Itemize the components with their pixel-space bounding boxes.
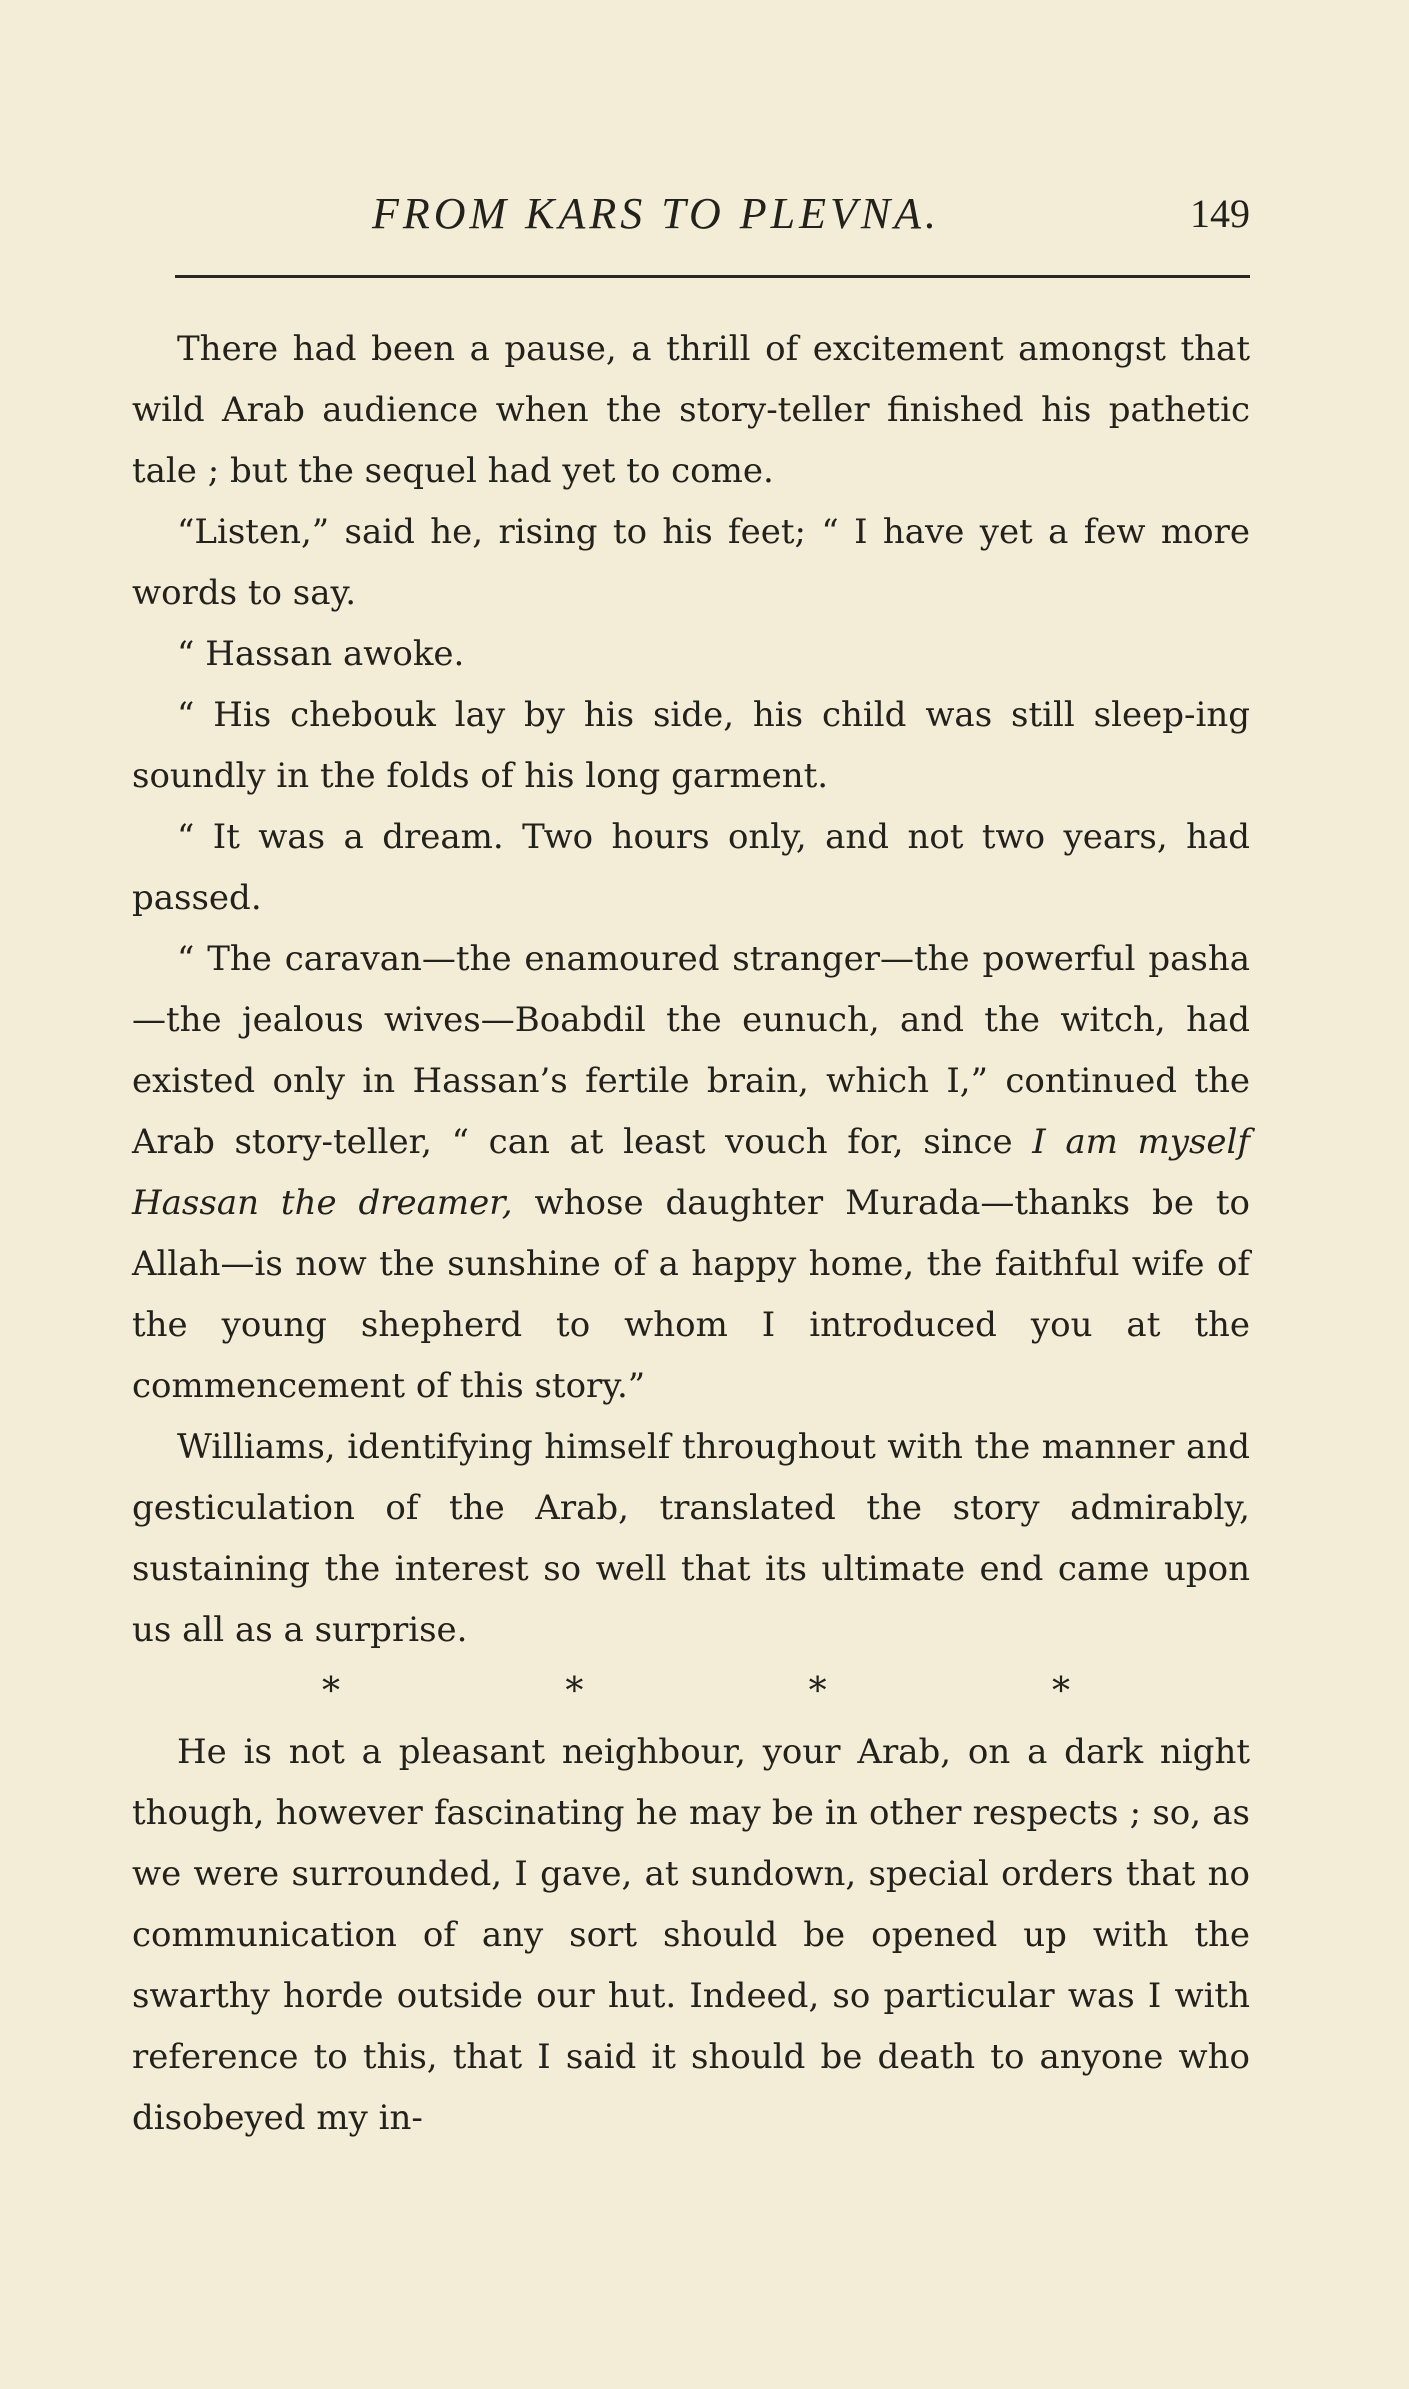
caravan-italic-text: I am myself Hassan the dreamer, — [132, 1122, 1250, 1223]
header-rule — [175, 275, 1250, 278]
paragraph-chebouk: “ His chebouk lay by his side, his child was still sleep-ing soundly in the folds of his long garment. — [132, 695, 1250, 796]
asterisk: * — [1051, 1671, 1070, 1712]
caravan-text-after: whose daughter Murada—thanks be to Allah—is now the sunshine of a happy home, the faithful wife of the young shepherd to whom I introduced you at the commencement of this story.” — [132, 1183, 1250, 1406]
body-text — [132, 319, 1250, 2149]
running-title: FROM KARS TO PLEVNA. — [372, 189, 941, 238]
paragraph-hassan-awoke: “ Hassan awoke. — [177, 634, 465, 674]
asterisk: * — [565, 1671, 584, 1712]
paragraph-dream: “ It was a dream. Two hours only, and not two years, had passed. — [132, 817, 1250, 918]
paragraph-neighbour: He is not a pleasant neighbour, your Arab, on a dark night though, however fascinating he may be in other respects ; so, as we were surrounded, I gave, at sundown, special orders that no communication of any sort should be opened up with the swarthy horde outside our hut. Indeed, so particular was I with reference to this, that I said it should be death to anyone who disobeyed my in- — [132, 1732, 1250, 2138]
paragraph-listen: “Listen,” said he, rising to his feet; “ I have yet a few more words to say. — [132, 512, 1250, 613]
paragraph-caravan — [132, 929, 1250, 1417]
caravan-text-before: “ The caravan—the enamoured stranger—the powerful pasha—the jealous wives—Boabdil the eunuch, and the witch, had existed only in Hassan’s fertile brain, which I,” continued the Arab story-teller, “ can at least vouch for, since — [132, 939, 1250, 1162]
paragraph-williams: Williams, identifying himself throughout with the manner and gesticulation of the Arab, translated the story admirably, sustaining the interest so well that its ultimate end came upon us all as a surprise. — [132, 1427, 1250, 1650]
paragraph-pause: There had been a pause, a thrill of excitement amongst that wild Arab audience when the story-teller finished his pathetic tale ; but the sequel had yet to come. — [132, 329, 1250, 491]
section-break — [132, 1661, 1250, 1722]
page-number: 149 — [1190, 191, 1250, 236]
asterisk: * — [322, 1671, 340, 1712]
running-head — [132, 190, 1250, 238]
asterisk: * — [808, 1671, 827, 1712]
